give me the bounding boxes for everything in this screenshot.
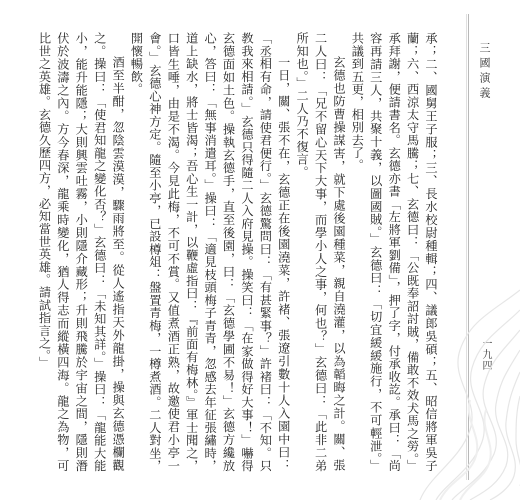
page-number: 一九四 [480,338,491,371]
paragraph: 一日，關、張不在，玄德正在後園澆菜，許褚、張遼引數十人入園中曰：「丞相有命，請使君便行。」玄德驚問曰：「有甚緊事？」許褚曰：「不知。只教我來相請。」玄德只得隨二人入府見操。操笑曰：「在家做得好大事！」嚇得玄德面如土色。操執玄德手，直至後園，曰：「玄德學圃不易！」玄德方纔放心，答曰：「無事消遣耳。」操曰：「適見枝頭梅子青青，忽感去年征張繡時，道上缺水，將士皆渴；吾心生一計，以鞭虛指曰：『前面有梅林。』軍士聞之，口皆生唾，由是不渴。今見此梅，不可不賞。又值煮酒正熟，故邀使君小亭一會。」玄德心神方定。隨至小亭，已設樽俎：盤置青梅，一樽煮酒。二人對坐，開懷暢飲。 [129,32,291,472]
wave-ornament [400,280,520,500]
paragraph: 玄德也防曹操謀害，就下處後園種菜，親自澆灌，以為韜晦之計。關、張二人曰：「兄不留心天下大事，而學小人之事，何也？」玄德曰：「此非二弟所知也。」二人乃不復言。 [295,32,346,472]
body-text [37,32,440,472]
paragraph: 酒至半酣，忽陰雲漠漠，驟雨將至。從人遙指天外龍掛，操與玄德憑欄觀之。操曰：「使君知龍之變化否？」玄德曰：「未知其詳。」操曰：「龍能大能小，能升能隱；大則興雲吐霧，小則隱介藏形；升則飛騰於宇宙之間，隱則潛伏於波濤之內。方今春深，龍乘時變化，猶人得志而縱橫四海。龍之為物，可比世之英雄。玄德久歷四方，必知當世英雄。請試指言之。」 [37,32,126,472]
running-title: 三國演義 [478,42,491,102]
paragraph: 承；二、國舅王子服；三、長水校尉種輯；四、議郎吳碩；五、昭信將軍吳子蘭；六、西涼太守馬騰；七、玄德曰：「公既奉詔討賊，備敢不效犬馬之勞。」承拜謝，便請書名。玄德亦書「左將軍劉備」，押了字，付承收訖。承曰：「尚容再請三人，共聚十義，以圖國賊。」玄德曰：「切宜緩緩施行，不可輕泄。」共議到五更，相別去了。 [350,32,438,472]
